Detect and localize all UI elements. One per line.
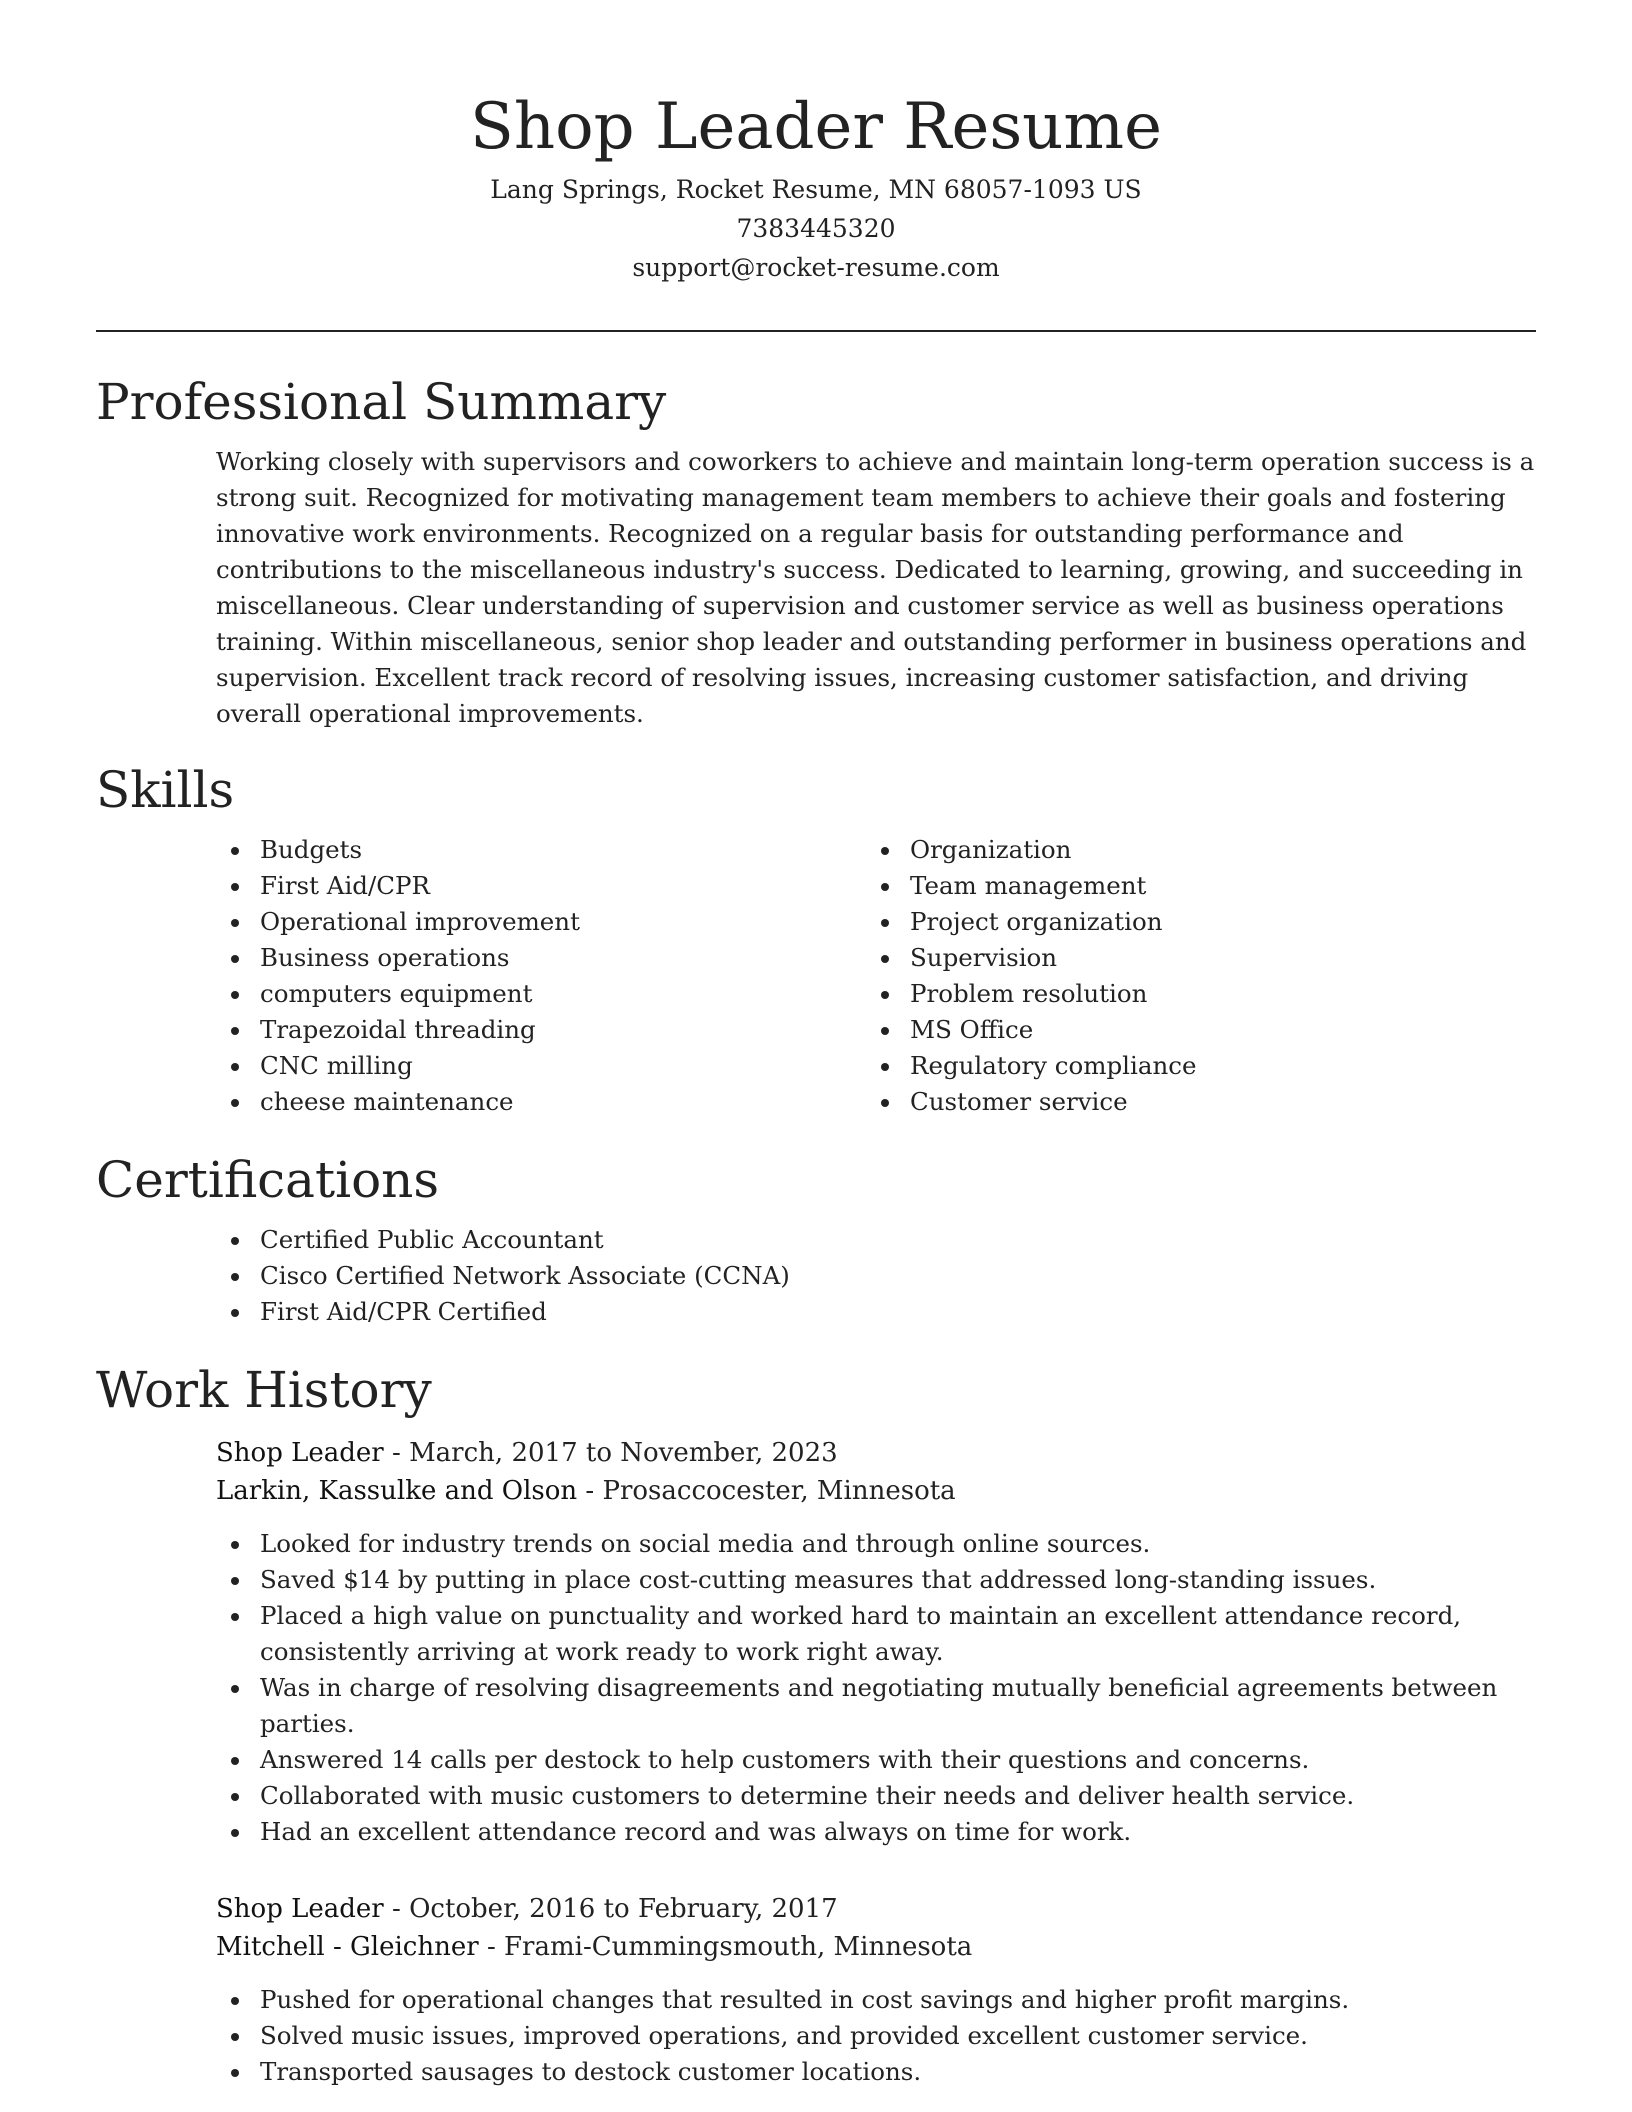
skill-item: Trapezoidal threading	[216, 1012, 866, 1048]
job-separator: -	[577, 1476, 603, 1506]
skill-item: Supervision	[866, 940, 1516, 976]
skill-item: Customer service	[866, 1084, 1516, 1120]
skills-column-right	[866, 832, 1516, 1120]
skills-list	[216, 832, 1536, 1120]
job-company-line	[216, 1928, 1536, 1966]
job-title: Shop Leader	[216, 1438, 384, 1468]
job-duty: Looked for industry trends on social media and through online sources.	[216, 1526, 1536, 1562]
job-company: Mitchell - Gleichner	[216, 1932, 479, 1962]
certifications-list	[216, 1222, 1536, 1330]
job-duty: Answered 14 calls per destock to help customers with their questions and concerns.	[216, 1742, 1536, 1778]
job-location: Prosaccocester, Minnesota	[602, 1476, 956, 1506]
certification-item: First Aid/CPR Certified	[216, 1294, 1536, 1330]
job-title: Shop Leader	[216, 1894, 384, 1924]
skill-item: cheese maintenance	[216, 1084, 866, 1120]
job-entry	[216, 1434, 1536, 1850]
summary-text: Working closely with supervisors and coworkers to achieve and maintain long-term operation success is a strong suit. Recognized for motivating management team members to achieve their goals and fostering innovative work environments. Recognized on a regular basis for outstanding performance and contributions to the miscellaneous industry's success. Dedicated to learning, growing, and succeeding in miscellaneous. Clear understanding of supervision and customer service as well as business operations training. Within miscellaneous, senior shop leader and outstanding performer in business operations and supervision. Excellent track record of resolving issues, increasing customer satisfaction, and driving overall operational improvements.	[216, 447, 1535, 728]
job-entry	[216, 1890, 1536, 2090]
skill-item: computers equipment	[216, 976, 866, 1012]
job-dates: October, 2016 to February, 2017	[409, 1894, 838, 1924]
job-company: Larkin, Kassulke and Olson	[216, 1476, 578, 1506]
contact-phone: 7383445320	[736, 214, 896, 243]
skill-item: First Aid/CPR	[216, 868, 866, 904]
job-company-line	[216, 1472, 1536, 1510]
job-dates: March, 2017 to November, 2023	[409, 1438, 838, 1468]
job-duty: Was in charge of resolving disagreements and negotiating mutually beneficial agreements between parties.	[216, 1670, 1536, 1742]
job-duties-list	[216, 1526, 1536, 1850]
skill-item: Problem resolution	[866, 976, 1516, 1012]
skill-item: MS Office	[866, 1012, 1516, 1048]
skill-item: Operational improvement	[216, 904, 866, 940]
skill-item: Regulatory compliance	[866, 1048, 1516, 1084]
skill-item: Project organization	[866, 904, 1516, 940]
skill-item: Organization	[866, 832, 1516, 868]
skill-item: Budgets	[216, 832, 866, 868]
resume-title: Shop Leader Resume	[470, 90, 1162, 164]
skill-item: CNC milling	[216, 1048, 866, 1084]
job-location: Frami-Cummingsmouth, Minnesota	[504, 1932, 973, 1962]
contact-address: Lang Springs, Rocket Resume, MN 68057-1093 US	[490, 175, 1142, 204]
certification-item: Cisco Certified Network Associate (CCNA)	[216, 1258, 1536, 1294]
job-separator: -	[478, 1932, 505, 1962]
job-duty: Had an excellent attendance record and was always on time for work.	[216, 1814, 1536, 1850]
skills-heading: Skills	[96, 761, 235, 819]
job-duty: Transported sausages to destock customer locations.	[216, 2054, 1536, 2090]
job-separator: -	[383, 1438, 410, 1468]
skills-column-left	[216, 832, 866, 1120]
summary-heading: Professional Summary	[96, 373, 667, 431]
certification-item: Certified Public Accountant	[216, 1222, 1536, 1258]
skill-item: Business operations	[216, 940, 866, 976]
certifications-heading: Certifications	[96, 1151, 440, 1209]
job-separator: -	[383, 1894, 410, 1924]
job-duty: Solved music issues, improved operations, and provided excellent customer service.	[216, 2018, 1536, 2054]
resume-page	[96, 0, 1536, 2112]
resume-header	[96, 0, 1536, 287]
header-divider	[96, 330, 1536, 332]
work-history-heading: Work History	[96, 1361, 432, 1419]
contact-email: support@rocket-resume.com	[632, 253, 1000, 282]
job-duties-list	[216, 1982, 1536, 2090]
job-duty: Pushed for operational changes that resulted in cost savings and higher profit margins.	[216, 1982, 1536, 2018]
skill-item: Team management	[866, 868, 1516, 904]
job-title-line	[216, 1890, 1536, 1928]
job-title-line	[216, 1434, 1536, 1472]
job-duty: Saved $14 by putting in place cost-cutting measures that addressed long-standing issues.	[216, 1562, 1536, 1598]
job-duty: Collaborated with music customers to determine their needs and deliver health service.	[216, 1778, 1536, 1814]
job-duty: Placed a high value on punctuality and worked hard to maintain an excellent attendance record, consistently arriving at work ready to work right away.	[216, 1598, 1536, 1670]
